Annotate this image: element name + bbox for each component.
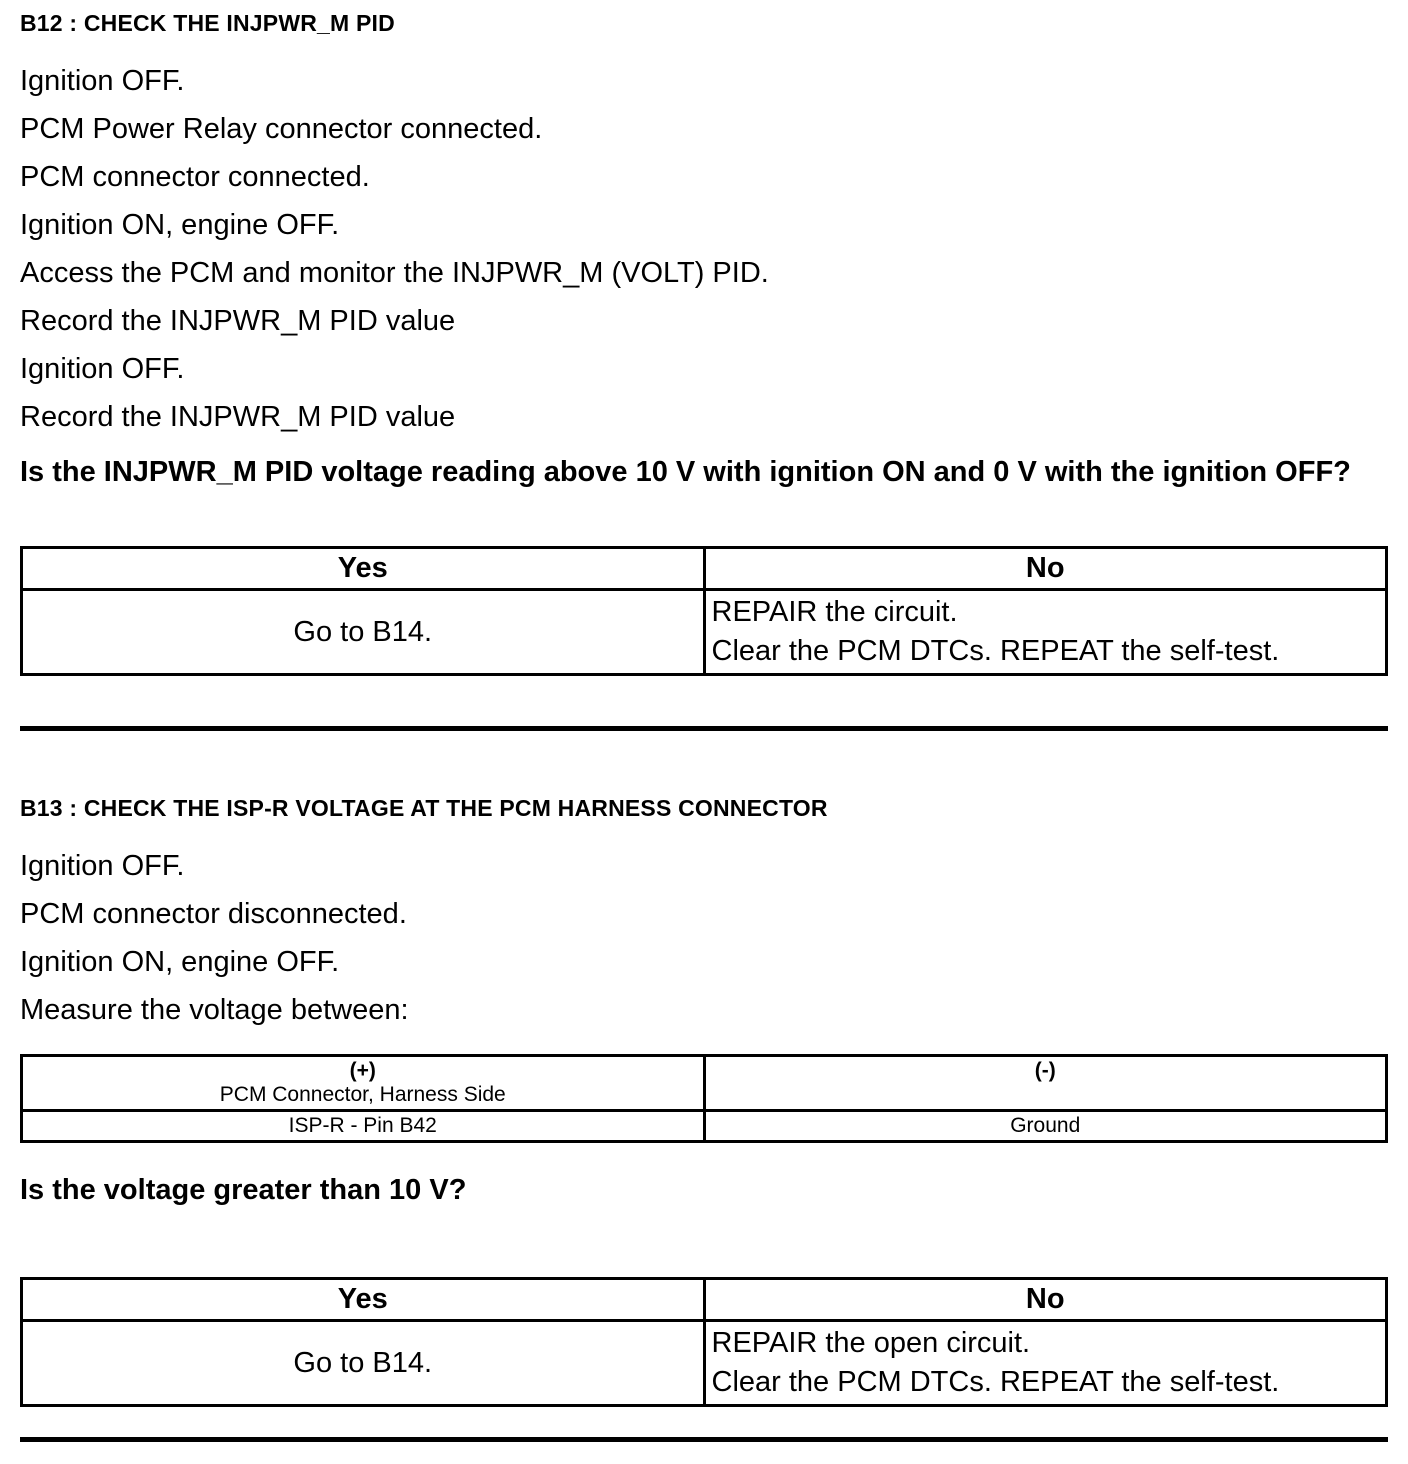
no-action [704, 590, 1387, 675]
procedure-step: Ignition OFF. [20, 65, 185, 97]
procedure-step: PCM connector connected. [20, 161, 370, 193]
procedure-step: Record the INJPWR_M PID value [20, 401, 456, 433]
section-b13-heading: B13 : CHECK THE ISP-R VOLTAGE AT THE PCM HARNESS CONNECTOR [20, 795, 828, 821]
decision-table-action-row [22, 1321, 1387, 1406]
no-action-line: Clear the PCM DTCs. REPEAT the self-test. [711, 1366, 1280, 1398]
yes-column-header: Yes [22, 548, 705, 590]
section-divider [20, 726, 1388, 731]
decision-table-header-row [22, 548, 1387, 590]
negative-lead-value: Ground [704, 1111, 1387, 1142]
procedure-step: Ignition OFF. [20, 850, 185, 882]
section-divider [20, 1437, 1388, 1442]
decision-table-b12 [20, 546, 1388, 676]
decision-table-b13 [20, 1277, 1388, 1407]
procedure-step: Ignition OFF. [20, 353, 185, 385]
section-b13 [20, 795, 1388, 1407]
procedure-step: Access the PCM and monitor the INJPWR_M (VOLT) PID. [20, 257, 769, 289]
procedure-step: Record the INJPWR_M PID value [20, 305, 456, 337]
no-action-line: REPAIR the circuit. [711, 596, 958, 628]
no-action-line: REPAIR the open circuit. [711, 1327, 1031, 1359]
yes-action: Go to B14. [22, 1321, 705, 1406]
positive-symbol: (+) [349, 1059, 376, 1082]
procedure-step: PCM Power Relay connector connected. [20, 113, 543, 145]
decision-table-header-row [22, 1279, 1387, 1321]
decision-question: Is the voltage greater than 10 V? [20, 1174, 467, 1206]
section-b12 [20, 10, 1388, 676]
positive-subheader: PCM Connector, Harness Side [219, 1083, 506, 1106]
measurement-table-value-row [22, 1111, 1387, 1142]
decision-table-action-row [22, 590, 1387, 675]
procedure-step: Measure the voltage between: [20, 994, 409, 1026]
negative-lead-header [704, 1056, 1387, 1111]
positive-lead-header [22, 1056, 705, 1111]
procedure-step: Ignition ON, engine OFF. [20, 946, 340, 978]
procedure-step: Ignition ON, engine OFF. [20, 209, 340, 241]
positive-lead-value: ISP-R - Pin B42 [22, 1111, 705, 1142]
procedure-step: PCM connector disconnected. [20, 898, 407, 930]
measurement-table-header-row [22, 1056, 1387, 1111]
negative-symbol: (-) [1034, 1059, 1056, 1082]
section-b12-heading: B12 : CHECK THE INJPWR_M PID [20, 10, 395, 36]
no-column-header: No [704, 1279, 1387, 1321]
decision-question: Is the INJPWR_M PID voltage reading above 10 V with ignition ON and 0 V with the ignition OFF? [20, 456, 1351, 488]
no-action-line: Clear the PCM DTCs. REPEAT the self-test. [711, 635, 1280, 667]
no-column-header: No [704, 548, 1387, 590]
no-action [704, 1321, 1387, 1406]
yes-action: Go to B14. [22, 590, 705, 675]
yes-column-header: Yes [22, 1279, 705, 1321]
measurement-table [20, 1054, 1388, 1143]
